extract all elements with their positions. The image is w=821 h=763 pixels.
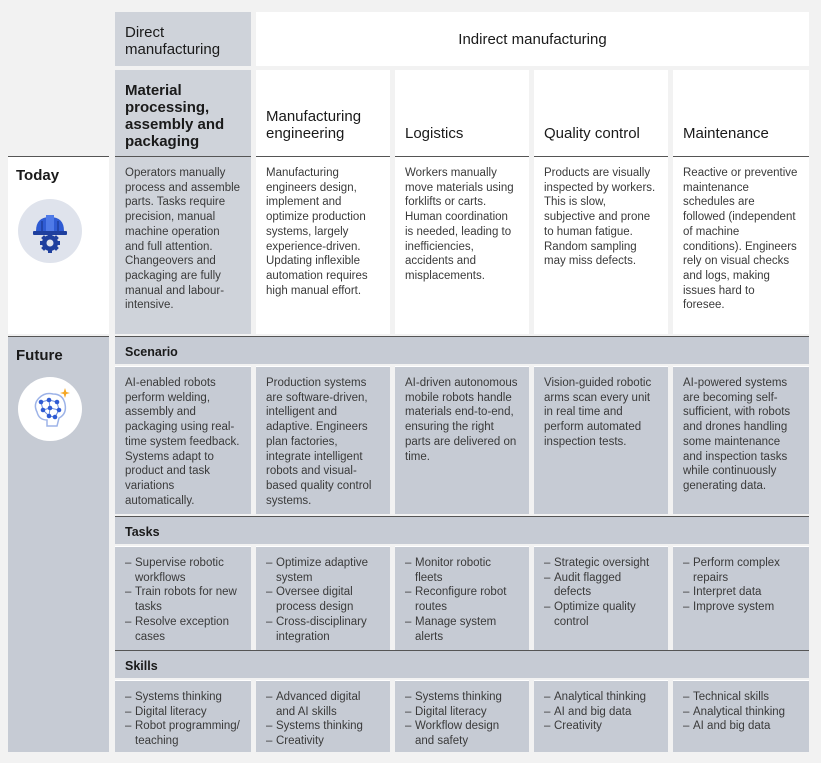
list-item: – Perform complex repairs [683, 556, 799, 585]
skills-cell-quality-control [534, 680, 668, 752]
list-item: – Audit flagged defects [544, 571, 658, 600]
list-item: – Systems thinking [405, 690, 519, 705]
list-item: – Advanced digital and AI skills [266, 690, 380, 719]
tasks-list [266, 556, 380, 644]
skills-cell-maintenance [673, 680, 809, 752]
scenario-section-label: Scenario [115, 336, 809, 364]
today-cell-material-processing: Operators manually process and assemble parts. Tasks require precision, manual machine operation and full attention. Changeovers and packaging are fully manual and labour-intensive. [115, 156, 251, 334]
list-item: – Resolve exception cases [125, 615, 241, 644]
list-item: – Systems thinking [125, 690, 241, 705]
today-cell-maintenance: Reactive or preventive maintenance schedules are followed (independent of machine conditions). Engineers rely on visual checks and logs, making issues hard to foresee. [673, 156, 809, 334]
today-title: Today [16, 167, 60, 184]
skills-list [544, 690, 658, 734]
list-item: – Creativity [544, 719, 658, 734]
list-item: – Optimize quality control [544, 600, 658, 629]
list-item: – Digital literacy [125, 705, 241, 720]
today-cell-logistics: Workers manually move materials using forklifts or carts. Human coordination is needed, leading to inefficiencies, accidents and misplacements. [395, 156, 529, 334]
list-item: – Analytical thinking [544, 690, 658, 705]
tasks-list [125, 556, 241, 644]
list-item: – Digital literacy [405, 705, 519, 720]
skills-section-label: Skills [115, 650, 809, 678]
scenario-cell-material-processing: AI-enabled robots perform welding, assembly and packaging using real-time system feedback. Systems adapt to product and task variations automatically. [115, 366, 251, 514]
list-item: – Robot programming/ teaching [125, 719, 241, 748]
tasks-list [544, 556, 658, 630]
list-item: – Train robots for new tasks [125, 585, 241, 614]
list-item: – Manage system alerts [405, 615, 519, 644]
scenario-cell-logistics: AI-driven autonomous mobile robots handle materials end-to-end, ensuring the right parts are delivered on time. [395, 366, 529, 514]
scenario-cell-maintenance: AI-powered systems are becoming self-sufficient, with robots and drones handling some maintenance and inspection tasks while continuously generating data. [673, 366, 809, 514]
skills-list [405, 690, 519, 749]
column-header-quality-control: Quality control [534, 70, 668, 156]
ai-brain-network-icon [18, 377, 82, 441]
indirect-manufacturing-header: Indirect manufacturing [256, 12, 809, 66]
list-item: – Oversee digital process design [266, 585, 380, 614]
list-item: – Strategic oversight [544, 556, 658, 571]
direct-manufacturing-header: Direct manufacturing [115, 12, 251, 66]
list-item: – Interpret data [683, 585, 799, 600]
today-cell-quality-control: Products are visually inspected by workers. This is slow, subjective and prone to human fatigue. Random sampling may miss defects. [534, 156, 668, 334]
column-header-material-processing: Material processing, assembly and packaging [115, 70, 251, 156]
list-item: – Optimize adaptive system [266, 556, 380, 585]
column-header-logistics: Logistics [395, 70, 529, 156]
future-title: Future [16, 347, 63, 364]
skills-list [683, 690, 799, 734]
list-item: – Analytical thinking [683, 705, 799, 720]
skills-cell-material-processing [115, 680, 251, 752]
scenario-cell-quality-control: Vision-guided robotic arms scan every unit in real time and perform automated inspection tests. [534, 366, 668, 514]
list-item: – Workflow design and safety [405, 719, 519, 748]
future-row-header [8, 336, 109, 752]
list-item: – Technical skills [683, 690, 799, 705]
column-header-maintenance: Maintenance [673, 70, 809, 156]
list-item: – Systems thinking [266, 719, 380, 734]
skills-list [266, 690, 380, 749]
list-item: – Monitor robotic fleets [405, 556, 519, 585]
list-item: – AI and big data [544, 705, 658, 720]
tasks-cell-manufacturing-engineering [256, 546, 390, 650]
tasks-section-label: Tasks [115, 516, 809, 544]
tasks-list [683, 556, 799, 615]
list-item: – Supervise robotic workflows [125, 556, 241, 585]
list-item: – Improve system [683, 600, 799, 615]
tasks-cell-maintenance [673, 546, 809, 650]
scenario-cell-manufacturing-engineering: Production systems are software-driven, intelligent and adaptive. Engineers plan factories, integrate intelligent robots and visual-based quality control systems. [256, 366, 390, 514]
column-header-manufacturing-engineering: Manufacturing engineering [256, 70, 390, 156]
tasks-list [405, 556, 519, 644]
today-row-header [8, 156, 109, 334]
today-cell-manufacturing-engineering: Manufacturing engineers design, implement and optimize production systems, largely experience-driven. Updating inflexible automation requires high manual effort. [256, 156, 390, 334]
list-item: – AI and big data [683, 719, 799, 734]
list-item: – Creativity [266, 734, 380, 749]
tasks-cell-logistics [395, 546, 529, 650]
skills-list [125, 690, 241, 749]
list-item: – Reconfigure robot routes [405, 585, 519, 614]
list-item: – Cross-disciplinary integration [266, 615, 380, 644]
engineer-hardhat-gear-icon [18, 199, 82, 263]
tasks-cell-material-processing [115, 546, 251, 650]
tasks-cell-quality-control [534, 546, 668, 650]
skills-cell-manufacturing-engineering [256, 680, 390, 752]
skills-cell-logistics [395, 680, 529, 752]
